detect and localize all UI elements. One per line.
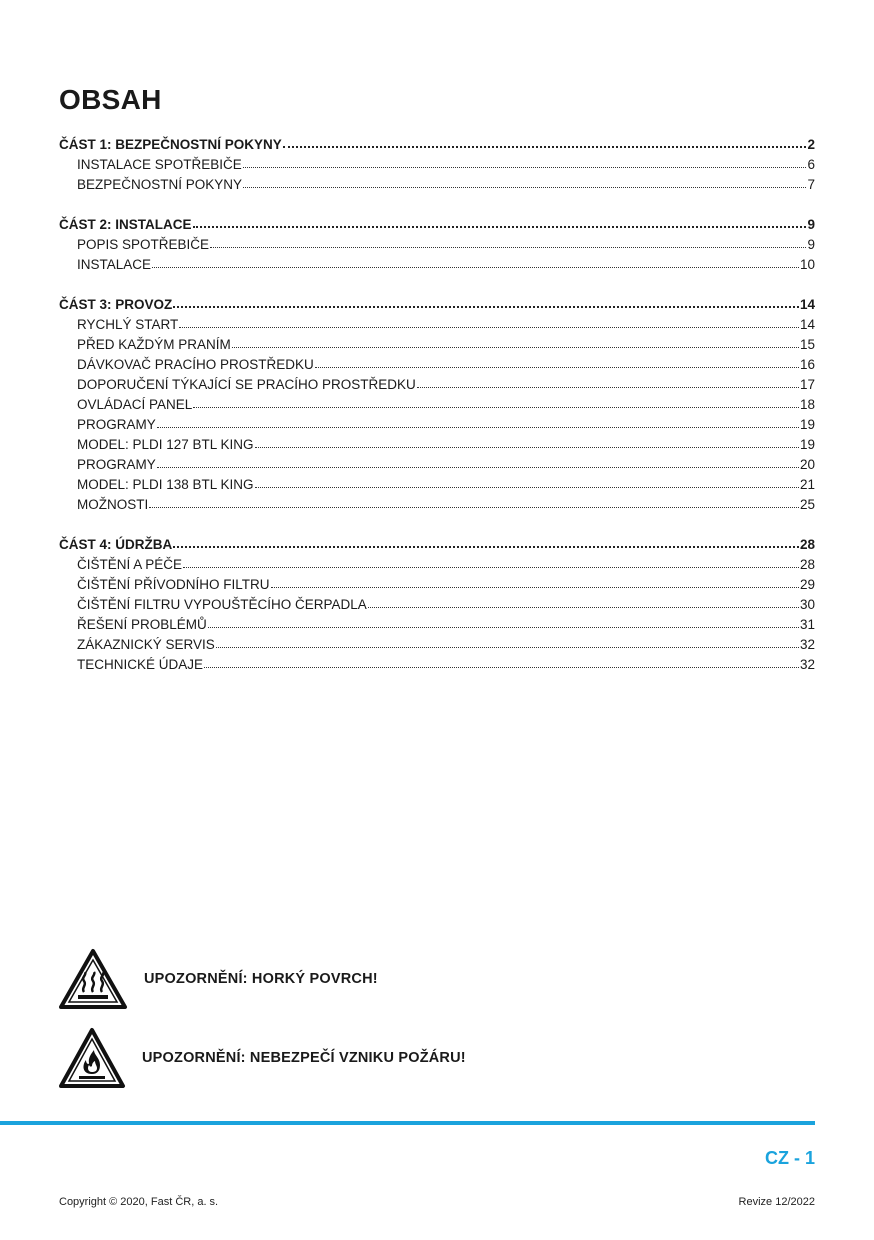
- toc-entry-label: ČÁST 2: INSTALACE: [59, 217, 192, 232]
- toc-page-number: 9: [807, 237, 815, 252]
- footer-divider: [0, 1121, 815, 1125]
- toc-entry[interactable]: [59, 314, 815, 334]
- toc-entry[interactable]: [59, 374, 815, 394]
- leader-dots: [417, 373, 799, 388]
- toc-page-number: 16: [799, 357, 815, 372]
- leader-dots: [232, 333, 799, 348]
- toc-entry-label: MOŽNOSTI: [77, 497, 149, 512]
- copyright-text: Copyright © 2020, Fast ČR, a. s.: [59, 1196, 219, 1208]
- toc-entry[interactable]: [59, 614, 815, 634]
- toc-entry[interactable]: [59, 354, 815, 374]
- toc-page-number: 17: [799, 377, 815, 392]
- toc-entry-label: ZÁKAZNICKÝ SERVIS: [77, 637, 215, 652]
- toc-entry-label: MODEL: PLDI 138 BTL KING: [77, 477, 254, 492]
- toc-section-4: [59, 534, 815, 674]
- toc-page-number: 19: [799, 437, 815, 452]
- toc-page-number: 7: [807, 177, 815, 192]
- leader-dots: [183, 553, 799, 568]
- toc-entry[interactable]: [59, 154, 815, 174]
- toc-entry-label: INSTALACE SPOTŘEBIČE: [77, 157, 242, 172]
- toc-entry-label: BEZPEČNOSTNÍ POKYNY: [77, 177, 243, 192]
- toc-entry[interactable]: [59, 574, 815, 594]
- toc-entry-label: OVLÁDACÍ PANEL: [77, 397, 193, 412]
- toc-entry[interactable]: [59, 414, 815, 434]
- toc-entry-label: PROGRAMY: [77, 457, 156, 472]
- toc-page-number: 14: [799, 317, 815, 332]
- toc-page-number: 30: [799, 597, 815, 612]
- leader-dots: [243, 153, 807, 168]
- leader-dots: [179, 313, 799, 328]
- toc-page-number: 19: [799, 417, 815, 432]
- leader-dots: [204, 653, 799, 668]
- toc-section-heading[interactable]: [59, 134, 815, 154]
- toc-entry[interactable]: [59, 654, 815, 674]
- toc-entry-label: ČÁST 3: PROVOZ: [59, 297, 173, 312]
- toc-page-number: 21: [799, 477, 815, 492]
- leader-dots: [193, 213, 807, 228]
- leader-dots: [173, 533, 799, 548]
- hot-surface-warning: [58, 948, 378, 1010]
- leader-dots: [255, 433, 799, 448]
- toc-entry[interactable]: [59, 634, 815, 654]
- leader-dots: [173, 293, 799, 308]
- toc-entry-label: MODEL: PLDI 127 BTL KING: [77, 437, 254, 452]
- toc-entry[interactable]: [59, 434, 815, 454]
- toc-entry[interactable]: [59, 174, 815, 194]
- page-number: CZ - 1: [764, 1148, 815, 1168]
- toc-entry-label: DÁVKOVAČ PRACÍHO PROSTŘEDKU: [77, 357, 314, 372]
- toc-entry-label: RYCHLÝ START: [77, 317, 179, 332]
- toc-entry-label: ČIŠTĚNÍ A PÉČE: [77, 557, 183, 572]
- toc-page-number: 9: [807, 217, 815, 232]
- toc-page-number: 25: [799, 497, 815, 512]
- fire-warning-icon: [58, 1027, 126, 1089]
- revision-text: Revize 12/2022: [738, 1196, 815, 1208]
- toc-page-number: 32: [799, 657, 815, 672]
- toc-section-2: [59, 214, 815, 274]
- leader-dots: [157, 453, 799, 468]
- leader-dots: [271, 573, 799, 588]
- leader-dots: [149, 493, 799, 508]
- toc-page-number: 28: [799, 557, 815, 572]
- leader-dots: [208, 613, 799, 628]
- toc-entry[interactable]: [59, 554, 815, 574]
- leader-dots: [152, 253, 799, 268]
- toc-page-number: 6: [807, 157, 815, 172]
- toc-entry-label: ČÁST 4: ÚDRŽBA: [59, 537, 173, 552]
- toc-entry[interactable]: [59, 334, 815, 354]
- toc-entry-label: ČIŠTĚNÍ FILTRU VYPOUŠTĚCÍHO ČERPADLA: [77, 597, 367, 612]
- page-title: OBSAH: [59, 84, 162, 115]
- toc-entry[interactable]: [59, 254, 815, 274]
- toc-entry-label: DOPORUČENÍ TÝKAJÍCÍ SE PRACÍHO PROSTŘEDKU: [77, 377, 416, 392]
- leader-dots: [255, 473, 799, 488]
- fire-risk-warning-text: UPOZORNĚNÍ: NEBEZPEČÍ VZNIKU POŽÁRU!: [142, 1050, 466, 1066]
- leader-dots: [283, 133, 807, 148]
- toc-page-number: 29: [799, 577, 815, 592]
- toc-page-number: 15: [799, 337, 815, 352]
- toc-page-number: 2: [807, 137, 815, 152]
- toc-page-number: 18: [799, 397, 815, 412]
- toc-entry-label: PŘED KAŽDÝM PRANÍM: [77, 337, 231, 352]
- toc-entry-label: ČÁST 1: BEZPEČNOSTNÍ POKYNY: [59, 137, 282, 152]
- toc-section-heading[interactable]: [59, 294, 815, 314]
- toc-page-number: 20: [799, 457, 815, 472]
- leader-dots: [210, 233, 806, 248]
- toc-page-number: 14: [799, 297, 815, 312]
- toc-entry[interactable]: [59, 494, 815, 514]
- toc-section-1: [59, 134, 815, 194]
- leader-dots: [157, 413, 799, 428]
- toc-entry-label: POPIS SPOTŘEBIČE: [77, 237, 210, 252]
- toc-entry-label: INSTALACE: [77, 257, 152, 272]
- toc-page-number: 28: [799, 537, 815, 552]
- leader-dots: [243, 173, 806, 188]
- toc-entry[interactable]: [59, 394, 815, 414]
- toc-entry[interactable]: [59, 234, 815, 254]
- toc-entry-label: PROGRAMY: [77, 417, 156, 432]
- toc-section-heading[interactable]: [59, 534, 815, 554]
- leader-dots: [193, 393, 799, 408]
- hot-surface-warning-icon: [58, 948, 128, 1010]
- toc-entry[interactable]: [59, 474, 815, 494]
- toc-page-number: 10: [799, 257, 815, 272]
- toc-page-number: 31: [799, 617, 815, 632]
- toc-section-heading[interactable]: [59, 214, 815, 234]
- toc-entry-label: ŘEŠENÍ PROBLÉMŮ: [77, 617, 207, 632]
- toc-entry-label: TECHNICKÉ ÚDAJE: [77, 657, 204, 672]
- leader-dots: [216, 633, 799, 648]
- toc-page-number: 32: [799, 637, 815, 652]
- toc-section-3: [59, 294, 815, 514]
- toc-entry[interactable]: [59, 594, 815, 614]
- toc-entry-label: ČIŠTĚNÍ PŘÍVODNÍHO FILTRU: [77, 577, 270, 592]
- table-of-contents: [59, 134, 815, 674]
- leader-dots: [315, 353, 799, 368]
- toc-entry[interactable]: [59, 454, 815, 474]
- hot-surface-warning-text: UPOZORNĚNÍ: HORKÝ POVRCH!: [144, 971, 378, 987]
- fire-risk-warning: [58, 1027, 466, 1089]
- leader-dots: [368, 593, 799, 608]
